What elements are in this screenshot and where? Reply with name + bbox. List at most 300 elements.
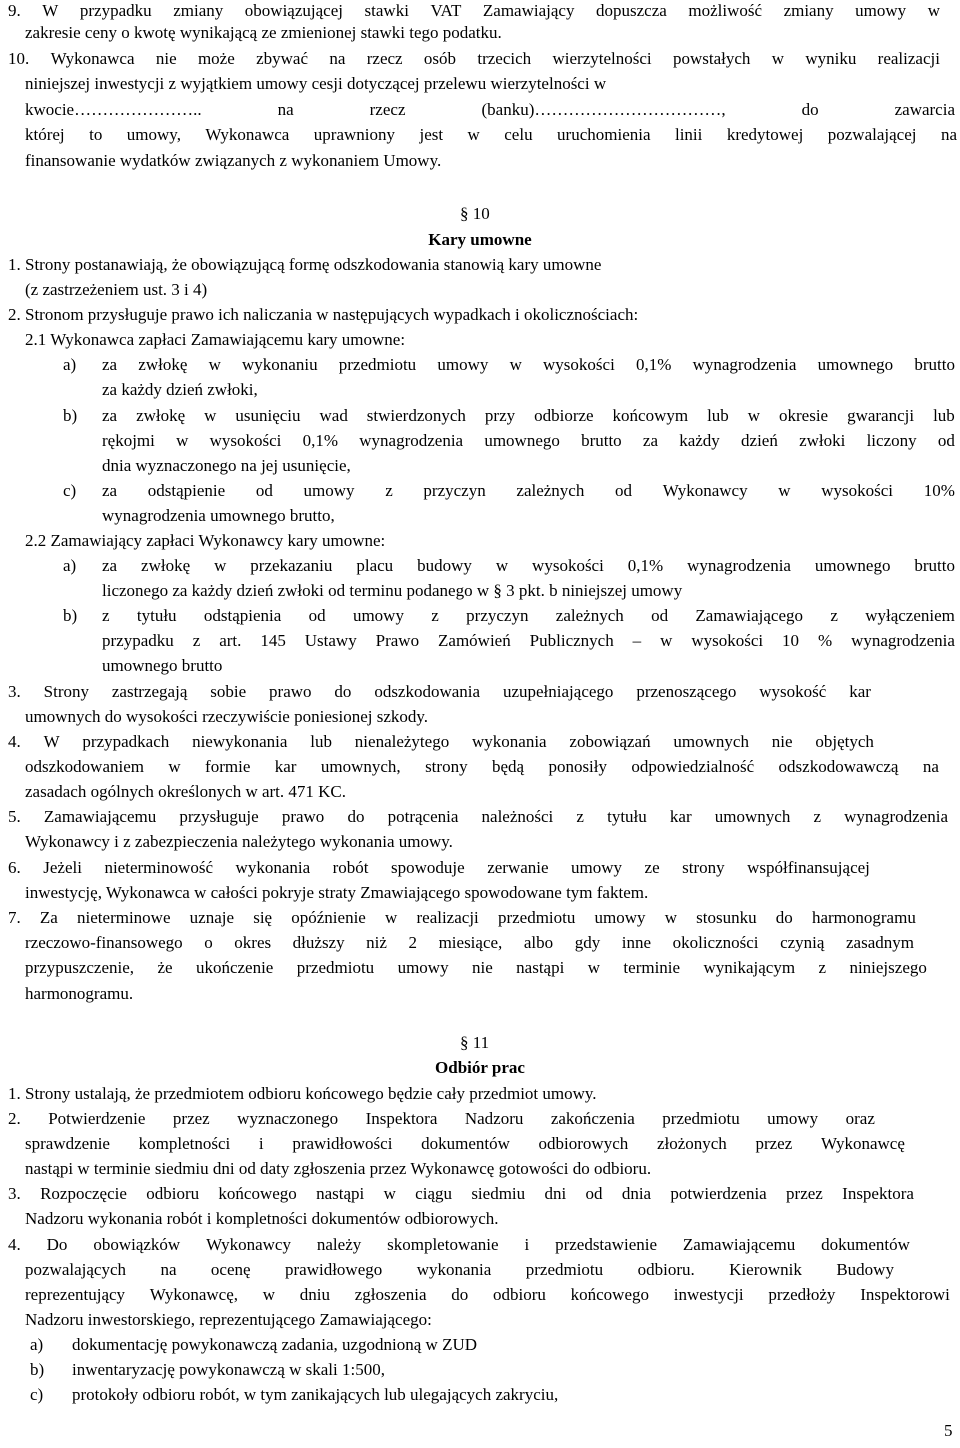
word: zależnych	[555, 606, 624, 625]
s10-item-b2-line	[102, 630, 955, 652]
word: Inspektorowi	[860, 1285, 950, 1304]
word: wad	[319, 406, 348, 425]
s10-item-c-line	[102, 480, 955, 502]
word: nieterminowość	[104, 858, 214, 877]
word: się	[253, 908, 273, 927]
word: umowy	[437, 355, 489, 374]
word: 3.	[8, 682, 21, 701]
word: przy	[484, 406, 516, 425]
s10-item-a-line: za każdy dzień zwłoki,	[102, 380, 258, 399]
word: kredytowej	[726, 125, 804, 144]
word: przekazaniu	[250, 556, 333, 575]
word: wynagrodzenia	[692, 355, 797, 374]
word: należy	[316, 1235, 362, 1254]
word: wyniku	[805, 49, 857, 68]
word: 2.	[8, 1109, 21, 1128]
word: przypadku	[79, 1, 152, 20]
s10-line: 2.2 Zamawiający zapłaci Wykonawcy kary umowne:	[25, 531, 386, 550]
word: zwłokę	[138, 355, 188, 374]
word: za	[102, 556, 118, 575]
word: nienależytego	[354, 732, 450, 751]
word: zasadnym	[846, 933, 914, 952]
s10-para-4-line	[8, 731, 874, 753]
word: końcowego	[570, 1285, 650, 1304]
s11-para-3-line: Nadzoru wykonania robót i kompletności dokumentów odbiorowych.	[25, 1209, 499, 1228]
word: wysokość	[759, 682, 827, 701]
section-title-odbior-prac: Odbiór prac	[435, 1058, 525, 1077]
word: umownych	[714, 807, 791, 826]
word: przedmiotu	[525, 1260, 604, 1279]
word: do	[334, 682, 352, 701]
word: w	[467, 125, 480, 144]
word: z	[830, 606, 838, 625]
word: zastrzegają	[111, 682, 188, 701]
word: że	[157, 958, 173, 977]
word: od	[585, 1184, 603, 1203]
word: rzecz	[369, 100, 406, 119]
word: umowy	[855, 1, 907, 20]
word: umowy	[352, 606, 404, 625]
word: z	[102, 606, 110, 625]
word: 145	[260, 631, 286, 650]
word: wierzytelności	[552, 49, 652, 68]
word: niewykonania	[192, 732, 288, 751]
word: w	[495, 556, 509, 575]
word: gdy	[574, 933, 601, 952]
word: 4.	[8, 732, 21, 751]
word: 0,1%	[636, 355, 672, 374]
word: zakończenia	[550, 1109, 635, 1128]
word: strony	[425, 757, 468, 776]
word: usunięciu	[235, 406, 301, 425]
word: ocenę	[210, 1260, 251, 1279]
word: oraz	[845, 1109, 875, 1128]
word: uruchomienia	[557, 125, 651, 144]
word: w	[176, 431, 189, 450]
s10-para-7-line	[25, 957, 927, 979]
word: Rozpoczęcie	[40, 1184, 127, 1203]
word: 10	[782, 631, 800, 650]
word: w	[208, 355, 221, 374]
word: potwierdzenia	[670, 1184, 767, 1203]
s10-para-7-line	[25, 932, 914, 954]
word: %	[817, 631, 833, 650]
word: z	[385, 481, 393, 500]
s10-item-c-line: wynagrodzenia umownego brutto,	[102, 506, 335, 525]
word: realizacji	[416, 908, 479, 927]
list-marker: a)	[63, 355, 77, 374]
word: inne	[621, 933, 652, 952]
word: objętych	[815, 732, 874, 751]
word: lub	[933, 406, 955, 425]
word: linii	[674, 125, 703, 144]
s10-line: 2. Stronom przysługuje prawo ich naliczania w następujących wypadkach i okolicznościach:	[8, 305, 639, 324]
s11-para-3-line	[8, 1183, 914, 1205]
word: Wykonawca	[50, 49, 135, 68]
word: Kierownik	[729, 1260, 802, 1279]
word: za	[102, 355, 118, 374]
word: wysokości	[691, 631, 764, 650]
word: uznaje	[189, 908, 235, 927]
word: zwłoki	[799, 431, 846, 450]
word: umowy	[594, 908, 646, 927]
word: Zamawiający	[482, 1, 575, 20]
word: przyczyn	[423, 481, 486, 500]
word: formie	[205, 757, 251, 776]
word: wyznaczonego	[237, 1109, 339, 1128]
word: wynagrodzenia	[851, 631, 955, 650]
list-marker: b)	[63, 606, 78, 625]
word: niniejszego	[849, 958, 927, 977]
word: nastąpi	[316, 1184, 365, 1203]
word: wykonaniu	[242, 355, 318, 374]
word: dni	[544, 1184, 567, 1203]
word: niż	[366, 933, 387, 952]
word: art.	[219, 631, 242, 650]
section-title-kary-umowne: Kary umowne	[428, 230, 532, 249]
word: stosunku	[696, 908, 757, 927]
word: z	[192, 631, 201, 650]
word: zależnych	[516, 481, 585, 500]
word: z	[813, 807, 822, 826]
word: wysokości	[821, 481, 894, 500]
word: za	[642, 431, 658, 450]
word: dokumentów	[821, 1235, 910, 1254]
word: do	[775, 908, 793, 927]
word: terminie	[623, 958, 681, 977]
list-marker: c)	[30, 1385, 44, 1404]
para-9-line	[8, 0, 940, 22]
word: nieterminowe	[77, 908, 171, 927]
word: w	[168, 757, 181, 776]
word: prawidłowości	[292, 1134, 393, 1153]
word: Nadzoru	[464, 1109, 524, 1128]
word: Zamówień	[438, 631, 511, 650]
word: odstąpienia	[203, 606, 282, 625]
word: z	[818, 958, 827, 977]
word: rzecz	[366, 49, 403, 68]
s10-item-a2-line: liczonego za każdy dzień zwłoki od terminu podanego w § 3 pkt. b niniejszej umowy	[102, 581, 683, 600]
word: zawarcia	[894, 100, 955, 119]
word: do	[801, 100, 819, 119]
s11-para-2-line: nastąpi w terminie siedmiu dni od daty zgłoszenia przez Wykonawcę gotowości do odbioru.	[25, 1159, 652, 1178]
word: Wykonawcę,	[149, 1285, 238, 1304]
word: prawo	[269, 682, 312, 701]
word: w	[927, 1, 940, 20]
word: Inspektora	[842, 1184, 914, 1203]
word: tytułu	[136, 606, 177, 625]
word: powstałych	[672, 49, 751, 68]
word: okoliczności	[672, 933, 759, 952]
section-sign: §	[460, 204, 469, 223]
word: Jeżeli	[43, 858, 82, 877]
word: umowy	[571, 858, 623, 877]
s10-para-4-line	[25, 756, 939, 778]
word: VAT	[430, 1, 462, 20]
word: Strony	[43, 682, 89, 701]
word: od	[937, 431, 955, 450]
s10-para-6-line	[8, 857, 870, 879]
s10-item-b-line	[102, 430, 955, 452]
word: Wykonawca	[205, 125, 290, 144]
word: Ustawy	[304, 631, 357, 650]
word: Do	[46, 1235, 68, 1254]
word: o	[204, 933, 213, 952]
list-marker: b)	[30, 1360, 45, 1379]
word: albo	[523, 933, 554, 952]
word: uprawniony	[313, 125, 396, 144]
word: przez	[786, 1184, 823, 1203]
para-9-line: zakresie ceny o kwotę wynikającą ze zmienionej stawki tego podatku.	[25, 23, 502, 42]
word: przez	[172, 1109, 210, 1128]
word: współfinansującej	[747, 858, 870, 877]
word: Za	[39, 908, 58, 927]
word: Wykonawcę	[820, 1134, 905, 1153]
word: i	[524, 1235, 530, 1254]
word: wysokości	[532, 556, 604, 575]
s11-para-2-line	[25, 1133, 905, 1155]
word: umownych,	[320, 757, 401, 776]
word: stwierdzonych	[366, 406, 466, 425]
word: Potwierdzenie	[48, 1109, 146, 1128]
s10-item-a2-line	[102, 555, 955, 577]
word: odbioru	[493, 1285, 546, 1304]
word: możliwość	[688, 1, 763, 20]
word: końcowym	[612, 406, 689, 425]
word: wykonania	[472, 732, 547, 751]
word: ponosiły	[548, 757, 607, 776]
word: placu	[356, 556, 394, 575]
word: uzupełniającego	[502, 682, 614, 701]
word: kompletności	[138, 1134, 231, 1153]
word: do	[451, 1285, 469, 1304]
word: pozwalających	[25, 1260, 126, 1279]
word: wysokości	[543, 355, 615, 374]
word: Zamawiającemu	[682, 1235, 796, 1254]
word: trzecich	[477, 49, 532, 68]
word: wysokości	[209, 431, 282, 450]
word: okres	[234, 933, 272, 952]
word: w	[262, 1285, 276, 1304]
word: w	[383, 1184, 396, 1203]
word: każdy	[679, 431, 720, 450]
word: lub	[707, 406, 729, 425]
word: reprezentujący	[25, 1285, 126, 1304]
word: dniu	[299, 1285, 330, 1304]
word: zbywać	[256, 49, 309, 68]
word: Budowy	[836, 1260, 894, 1279]
word: gwarancji	[847, 406, 915, 425]
word: w	[214, 556, 227, 575]
word: zwłokę	[136, 406, 186, 425]
word: zerwanie	[487, 858, 549, 877]
word: zwłokę	[141, 556, 191, 575]
word: wykonania	[235, 858, 311, 877]
word: 9.	[8, 1, 21, 20]
word: miesiące,	[438, 933, 503, 952]
word: obowiązującej	[244, 1, 343, 20]
word: od	[308, 606, 326, 625]
list-marker: a)	[63, 556, 77, 575]
para-10-line: niniejszej inwestycji z wyjątkiem umowy cesji dotyczącej przelewu wierzytelności w	[25, 74, 607, 93]
word: stawki	[364, 1, 409, 20]
word: ukończenie	[195, 958, 274, 977]
word: czynią	[780, 933, 825, 952]
list-marker: b)	[63, 406, 78, 425]
word: 10.	[8, 49, 30, 68]
section-sign: §	[460, 1033, 469, 1052]
word: umowy	[767, 1109, 819, 1128]
word: 0,1%	[627, 556, 664, 575]
para-10-line: finansowanie wydatków związanych z wykonaniem Umowy.	[25, 151, 442, 170]
word: na	[277, 100, 294, 119]
word: przypadkach	[82, 732, 170, 751]
s10-para-4-line: zasadach ogólnych określonych w art. 471 KC.	[25, 782, 347, 801]
s10-para-7-line: harmonogramu.	[25, 984, 134, 1003]
word: od	[615, 481, 633, 500]
word: brutto	[914, 556, 955, 575]
word: W	[42, 1, 59, 20]
word: sprawdzenie	[25, 1134, 110, 1153]
s11-item-b: inwentaryzację powykonawczą w skali 1:500,	[72, 1360, 385, 1379]
s11-para-2-line	[8, 1108, 875, 1130]
section-number-11: § 11	[460, 1033, 490, 1052]
word: z	[576, 807, 584, 826]
word: wyłączeniem	[865, 606, 955, 625]
word: przedmiotu	[662, 1109, 740, 1128]
word: 2	[408, 933, 418, 952]
word: z	[431, 606, 439, 625]
word: na	[160, 1260, 177, 1279]
word: odszkodowaniem	[25, 757, 144, 776]
word: potrącenia	[387, 807, 459, 826]
word: złożonych	[656, 1134, 727, 1153]
word: dłuższy	[292, 933, 345, 952]
word: będą	[491, 757, 525, 776]
s10-para-3-line: umownych do wysokości rzeczywiście poniesionej szkody.	[25, 707, 429, 726]
word: celu	[504, 125, 533, 144]
word: Zamawiającego	[695, 606, 804, 625]
para-10-line	[25, 124, 957, 146]
s10-item-b-line: dnia wyznaczonego na jej usunięcie,	[102, 456, 351, 475]
word: w	[664, 908, 677, 927]
word: zmiany	[173, 1, 224, 20]
word: przez	[755, 1134, 793, 1153]
word: od	[255, 481, 273, 500]
word: przedmiotu	[296, 958, 375, 977]
word: 10%	[923, 481, 955, 500]
s11-para-4-line: Nadzoru inwestorskiego, reprezentującego Zamawiającego:	[25, 1310, 432, 1329]
word: Zamawiającemu	[43, 807, 157, 826]
word: Wykonawcy	[662, 481, 748, 500]
para-10-line	[8, 48, 940, 70]
word: umownego	[814, 556, 891, 575]
word: w	[747, 406, 761, 425]
word: Prawo	[375, 631, 420, 650]
word: sobie	[210, 682, 247, 701]
word: przedstawienie	[555, 1235, 658, 1254]
word: prawo	[281, 807, 325, 826]
word: to	[89, 125, 103, 144]
page-number: 5	[944, 1421, 953, 1440]
word: budowy	[417, 556, 472, 575]
s10-line: 1. Strony postanawiają, że obowiązującą formę odszkodowania stanowią kary umowne	[8, 255, 602, 274]
word: 0,1%	[302, 431, 339, 450]
word: –	[632, 631, 642, 650]
word: dnia	[621, 1184, 652, 1203]
word: rzeczowo-finansowego	[25, 933, 183, 952]
s10-para-7-line	[8, 907, 916, 929]
word: nie	[771, 732, 793, 751]
word: kar	[669, 807, 692, 826]
word: za	[102, 406, 118, 425]
word: skompletowanie	[387, 1235, 499, 1254]
word: W	[43, 732, 60, 751]
word: wynikającym	[703, 958, 796, 977]
word: w	[204, 406, 217, 425]
word: liczony	[866, 431, 917, 450]
word: okresie	[779, 406, 829, 425]
word: odbioru.	[637, 1260, 695, 1279]
word: za	[102, 481, 118, 500]
word: brutto	[581, 431, 622, 450]
word: 3.	[8, 1184, 21, 1203]
word: siedmiu	[471, 1184, 526, 1203]
word: wynagrodzenia	[687, 556, 791, 575]
word: na	[922, 757, 939, 776]
word: w	[509, 355, 522, 374]
s11-item-c: protokoły odbioru robót, w tym zanikających lub ulegających zakryciu,	[72, 1385, 559, 1404]
word: w	[778, 481, 791, 500]
word: ze	[644, 858, 660, 877]
word: wynagrodzenia	[359, 431, 464, 450]
s10-para-6-line: inwestycję, Wykonawca w całości pokryje straty Zmawiającego spowodowane tym faktem.	[25, 883, 649, 902]
word: w	[660, 631, 673, 650]
word: może	[197, 49, 235, 68]
word: przedmiotu	[497, 908, 576, 927]
s11-para-1: 1. Strony ustalają, że przedmiotem odbioru końcowego będzie cały przedmiot umowy.	[8, 1084, 597, 1103]
word: umowy,	[126, 125, 181, 144]
word: harmonogramu	[811, 908, 916, 927]
word: odstąpienie	[147, 481, 226, 500]
word: przedłoży	[768, 1285, 836, 1304]
word: umowy	[303, 481, 355, 500]
word: zobowiązań	[569, 732, 651, 751]
word: przypuszczenie,	[25, 958, 135, 977]
word: 6.	[8, 858, 21, 877]
word: pozwalającej	[827, 125, 917, 144]
s10-item-b2-line: umownego brutto	[102, 656, 223, 675]
word: której	[25, 125, 65, 144]
word: na	[329, 49, 346, 68]
list-marker: a)	[30, 1335, 44, 1354]
word: Wykonawcy	[206, 1235, 291, 1254]
word: odszkodowania	[374, 682, 481, 701]
word: odbiorowych	[538, 1134, 629, 1153]
word: inwestycji	[673, 1285, 744, 1304]
word: nastąpi	[516, 958, 565, 977]
word: umownych	[673, 732, 749, 751]
word: 7.	[8, 908, 21, 927]
word: kar	[849, 682, 871, 701]
s10-item-a-line	[102, 354, 955, 376]
word: nie	[155, 49, 177, 68]
word: należności	[481, 807, 554, 826]
word: umowy	[397, 958, 449, 977]
word: końcowego	[218, 1184, 297, 1203]
word: do	[347, 807, 365, 826]
word: przypadku	[102, 631, 174, 650]
